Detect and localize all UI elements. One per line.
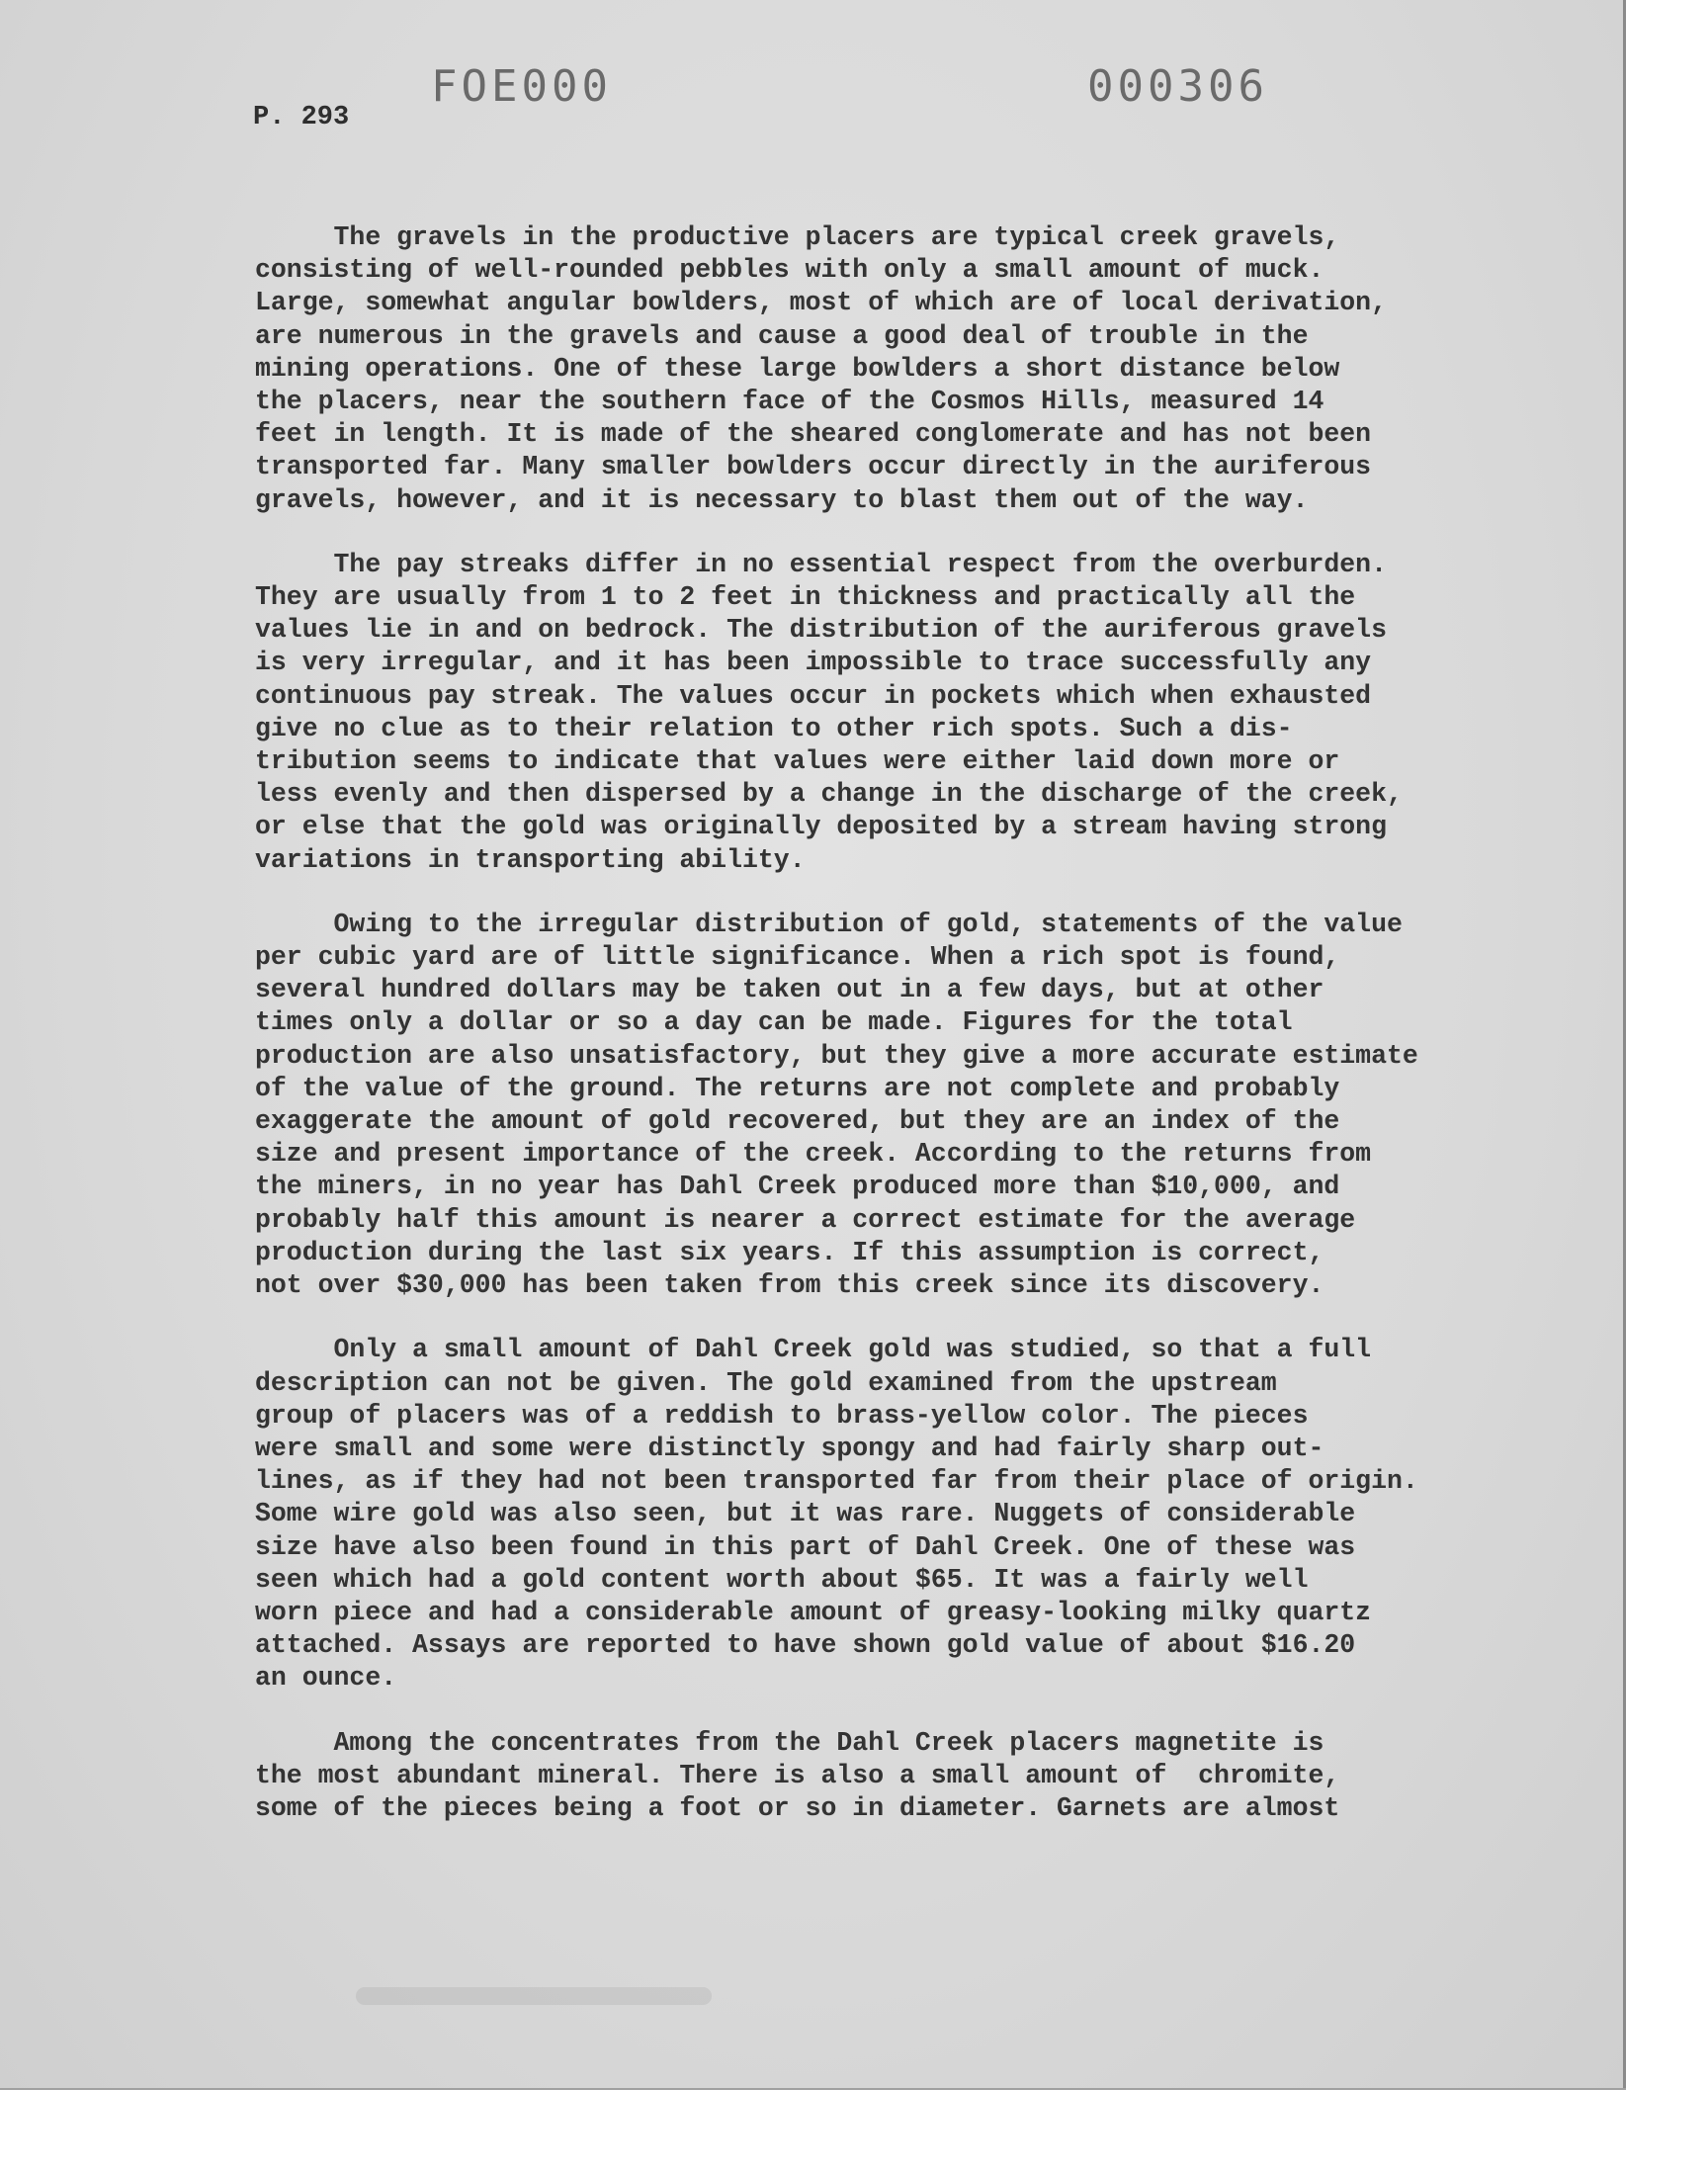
page-number: P. 293 [253,103,350,132]
page-right-edge [1623,0,1626,2088]
text-line: times only a dollar or so a day can be made. Figures for the total [255,1007,1293,1038]
text-line: They are usually from 1 to 2 feet in thickness and practically all the [255,582,1356,613]
text-line: size and present importance of the creek. According to the returns from [255,1139,1372,1170]
archive-stamp-left: FOE000 [431,61,612,112]
paragraph-gravels [255,221,1491,517]
paragraph-pay-streaks [255,549,1491,877]
text-line: the miners, in no year has Dahl Creek produced more than $10,000, and [255,1172,1340,1202]
text-line: transported far. Many smaller bowlders occur directly in the auriferous [255,452,1372,482]
text-line: seen which had a gold content worth about $65. It was a fairly well [255,1564,1309,1595]
text-line: several hundred dollars may be taken out in a few days, but at other [255,975,1324,1005]
text-line: Large, somewhat angular bowlders, most of which are of local derivation, [255,288,1387,318]
text-line: of the value of the ground. The returns are not complete and probably [255,1073,1340,1103]
archive-stamp-right: 000306 [1087,61,1268,112]
paragraph-concentrates [255,1727,1491,1826]
text-line: are numerous in the gravels and cause a good deal of trouble in the [255,320,1309,351]
text-line: the most abundant mineral. There is also a small amount of chromite, [255,1760,1340,1790]
text-line: feet in length. It is made of the sheared conglomerate and has not been [255,419,1372,450]
text-line: The gravels in the productive placers are typical creek gravels, [255,222,1340,252]
text-line: consisting of well-rounded pebbles with only a small amount of muck. [255,255,1324,286]
paragraph-distribution-of-gold [255,909,1491,1302]
text-line: Owing to the irregular distribution of gold, statements of the value [255,909,1403,939]
paragraph-gold-description [255,1334,1491,1695]
text-line: or else that the gold was originally deposited by a stream having strong [255,812,1387,842]
page-bottom-edge [0,2088,1626,2090]
text-line: gravels, however, and it is necessary to blast them out of the way. [255,484,1309,515]
text-line: tribution seems to indicate that values were either laid down more or [255,746,1340,777]
text-line: description can not be given. The gold examined from the upstream [255,1367,1277,1398]
text-line: were small and some were distinctly spongy and had fairly sharp out- [255,1433,1324,1463]
text-line: Among the concentrates from the Dahl Creek placers magnetite is [255,1727,1324,1758]
text-line: values lie in and on bedrock. The distribution of the auriferous gravels [255,615,1387,646]
text-line: exaggerate the amount of gold recovered, but they are an index of the [255,1106,1340,1137]
text-line: the placers, near the southern face of the Cosmos Hills, measured 14 [255,387,1324,417]
text-line: continuous pay streak. The values occur in pockets which when exhausted [255,680,1372,711]
text-line: probably half this amount is nearer a correct estimate for the average [255,1204,1356,1235]
text-line: less evenly and then dispersed by a change in the discharge of the creek, [255,779,1403,810]
text-line: per cubic yard are of little significance. When a rich spot is found, [255,942,1340,973]
text-line: production are also unsatisfactory, but they give a more accurate estimate [255,1040,1418,1071]
text-line: mining operations. One of these large bowlders a short distance below [255,353,1340,384]
text-line: size have also been found in this part of Dahl Creek. One of these was [255,1531,1356,1562]
text-line: is very irregular, and it has been impossible to trace successfully any [255,648,1372,678]
text-line: attached. Assays are reported to have shown gold value of about $16.20 [255,1630,1356,1661]
text-line: The pay streaks differ in no essential respect from the overburden. [255,549,1387,579]
text-line: production during the last six years. If this assumption is correct, [255,1237,1324,1267]
text-line: Only a small amount of Dahl Creek gold was studied, so that a full [255,1335,1372,1365]
text-line: lines, as if they had not been transported far from their place of origin. [255,1466,1418,1497]
text-line: not over $30,000 has been taken from this creek since its discovery. [255,1270,1324,1301]
body-text [255,221,1491,1857]
text-line: worn piece and had a considerable amount of greasy-looking milky quartz [255,1597,1372,1627]
text-line: group of placers was of a reddish to brass-yellow color. The pieces [255,1400,1309,1431]
text-line: Some wire gold was also seen, but it was rare. Nuggets of considerable [255,1499,1356,1529]
text-line: variations in transporting ability. [255,844,806,875]
scan-smudge [356,1987,712,2005]
text-line: some of the pieces being a foot or so in diameter. Garnets are almost [255,1792,1340,1823]
text-line: an ounce. [255,1663,397,1694]
text-line: give no clue as to their relation to other rich spots. Such a dis- [255,713,1293,743]
